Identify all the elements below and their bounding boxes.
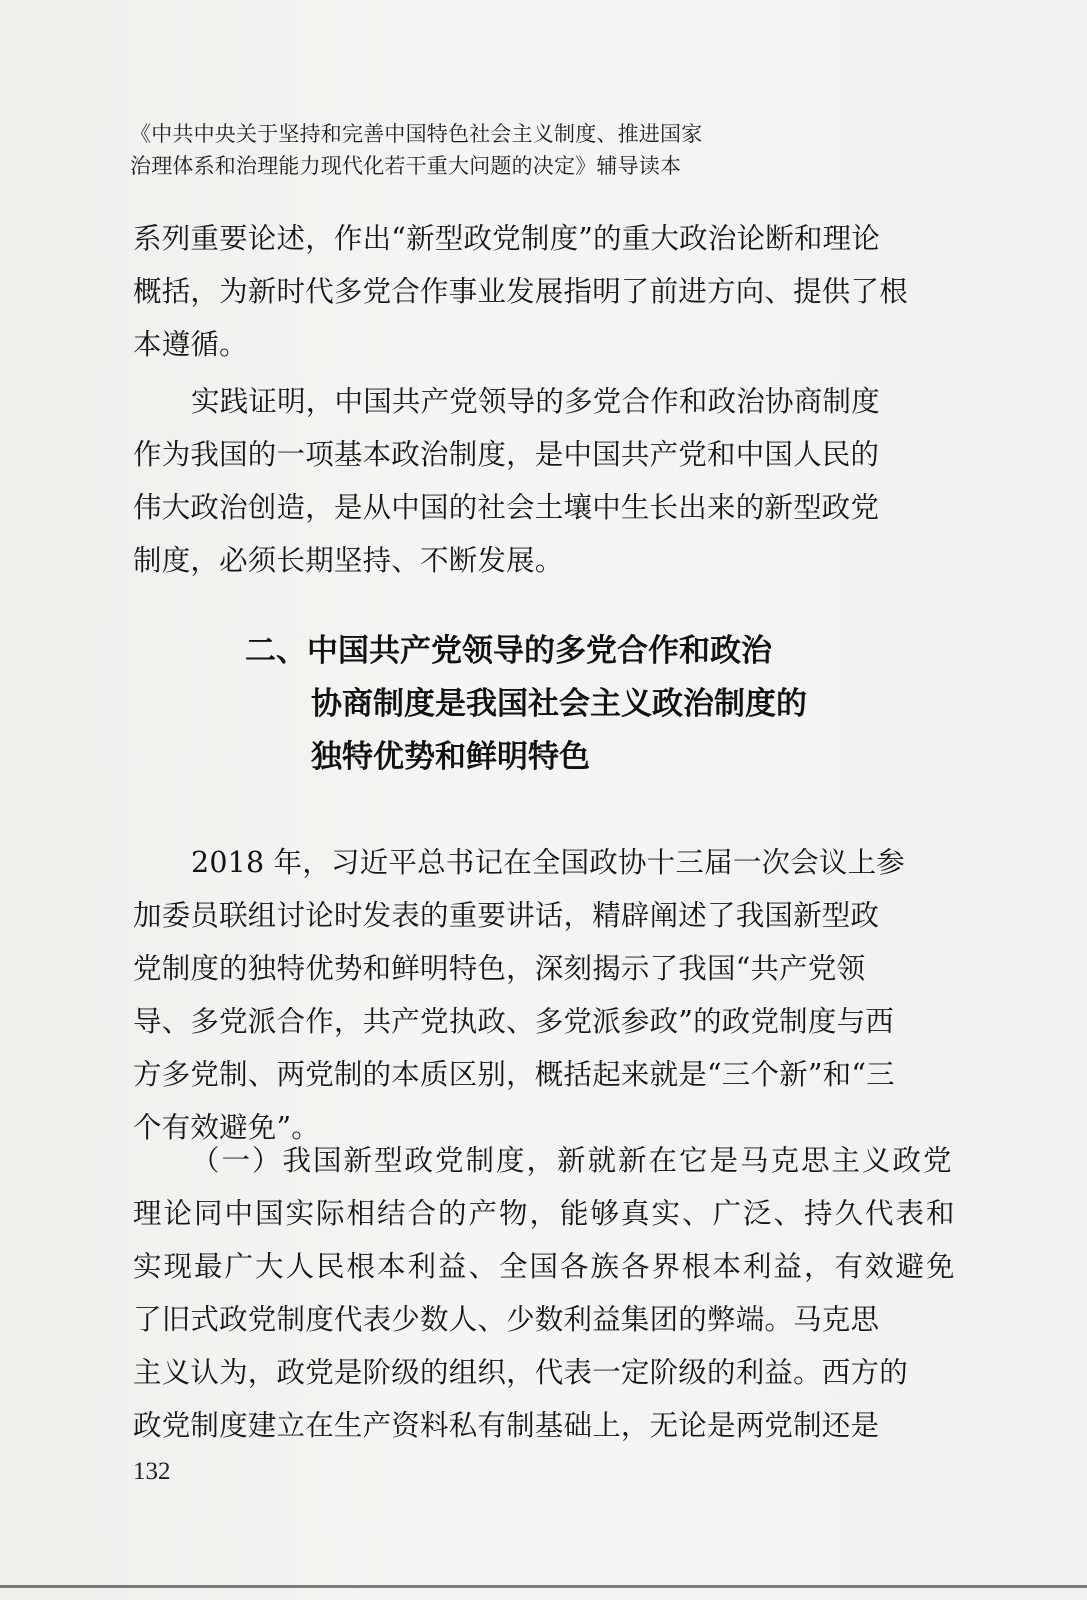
section-heading-line: 协商制度是我国社会主义政治制度的 (311, 686, 807, 722)
text-line: 实现最广大人民根本利益、全国各族各界根本利益，有效避免 (133, 1250, 957, 1283)
text-line: 实践证明，中国共产党领导的多党合作和政治协商制度 (191, 385, 880, 418)
text-line: 2018 年，习近平总书记在全国政协十三届一次会议上参 (191, 846, 905, 879)
running-header-line: 《中共中央关于坚持和完善中国特色社会主义制度、推进国家 (130, 122, 703, 146)
body-paragraph-1 (133, 212, 953, 371)
text-line: 本遵循。 (133, 328, 248, 361)
scan-edge-line (0, 1585, 1087, 1588)
text-line: 主义认为，政党是阶级的组织，代表一定阶级的利益。西方的 (133, 1356, 908, 1389)
text-line: 个有效避免”。 (133, 1111, 320, 1144)
text-line: 系列重要论述，作出“新型政党制度”的重大政治论断和理论 (133, 222, 881, 255)
text-line: 理论同中国实际相结合的产物，能够真实、广泛、持久代表和 (133, 1197, 957, 1230)
text-line: 党制度的独特优势和鲜明特色，深刻揭示了我国“共产党领 (133, 952, 866, 985)
body-paragraph-3 (133, 836, 953, 1154)
text-line: 概括，为新时代多党合作事业发展指明了前进方向、提供了根 (133, 275, 908, 308)
text-line: 制度，必须长期坚持、不断发展。 (133, 544, 564, 577)
body-paragraph-4 (133, 1134, 957, 1452)
page-number: 132 (133, 1458, 171, 1485)
section-heading-line: 独特优势和鲜明特色 (311, 739, 590, 775)
text-line: 加委员联组讨论时发表的重要讲话，精辟阐述了我国新型政 (133, 899, 880, 932)
running-header-line: 治理体系和治理能力现代化若干重大问题的决定》辅导读本 (130, 154, 682, 178)
running-header (130, 118, 830, 182)
body-paragraph-2 (133, 375, 953, 587)
text-line: 方多党制、两党制的本质区别，概括起来就是“三个新”和“三 (133, 1058, 895, 1091)
text-line: 作为我国的一项基本政治制度，是中国共产党和中国人民的 (133, 438, 880, 471)
text-line: 导、多党派合作，共产党执政、多党派参政”的政党制度与西 (133, 1005, 894, 1038)
text-line: 伟大政治创造，是从中国的社会土壤中生长出来的新型政党 (133, 491, 880, 524)
section-heading (245, 625, 895, 784)
text-line: 政党制度建立在生产资料私有制基础上，无论是两党制还是 (133, 1409, 880, 1442)
text-line: 了旧式政党制度代表少数人、少数利益集团的弊端。马克思 (133, 1303, 880, 1336)
text-line: （一）我国新型政党制度，新就新在它是马克思主义政党 (191, 1144, 954, 1177)
section-heading-line: 二、中国共产党领导的多党合作和政治 (245, 633, 772, 669)
